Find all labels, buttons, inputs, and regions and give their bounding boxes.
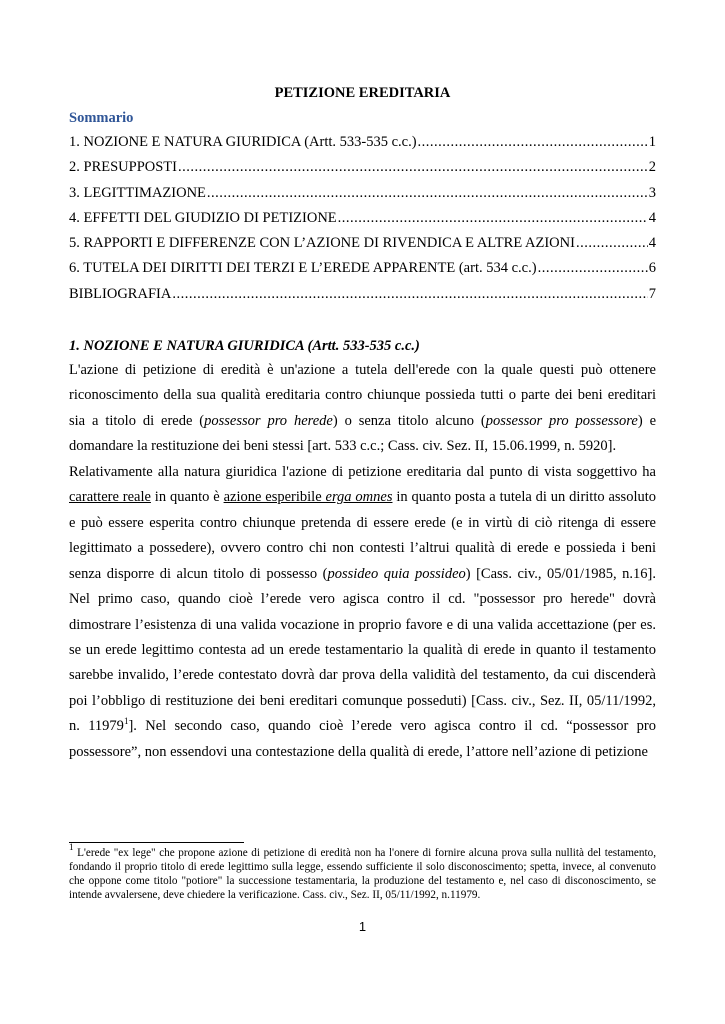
footnote-marker: 1 [69,842,74,852]
text-run: ]. Nel secondo caso, quando cioè l’erede vero agisca contro il cd. “possessor pro possessore”, non essendovi una contestazione della qualità di erede, l’attore nell’azione di petizione [69,718,656,760]
paragraph [69,460,656,765]
toc-entry-page: 3 [648,184,656,201]
text-run: ) [Cass. civ., 05/01/1985, n.16]. Nel primo caso, quando cioè l’erede vero agisca contro il cd. "possessor pro herede" dovrà dimostrare l’esistenza di una valida vocazione in proprio favore e di una valida accettazione (per es. se un erede legittimo contesta ad un erede testamentario la qualità di erede in quanto il testamento sarebbe invalido, l’erede contestato dovrà dar prova della validità del testamento, da cui discenderà poi l’obbligo di restituzione dei beni ereditari comunque posseduti) [Cass. civ., Sez. II, 05/11/1992, n. 11979 [69,565,657,735]
text-run: azione esperibile [223,489,326,506]
toc-entry-label: 6. TUTELA DEI DIRITTI DEI TERZI E L’EREDE APPARENTE (art. 534 c.c.) [69,260,537,277]
page-number: 1 [358,919,367,934]
text-run: Relativamente alla natura giuridica l'azione di petizione ereditaria dal punto di vista soggettivo ha [69,463,656,480]
text-run: ) e domandare la restituzione dei beni stessi [art. 533 c.c.; Cass. civ. Sez. II, 15.06.1999, n. 5920]. [69,412,657,455]
toc-entry-page: 4 [648,235,656,252]
italic-term: erga omnes [325,489,393,506]
toc-leader-dots [178,159,648,176]
paragraph [69,358,656,460]
toc-entry[interactable] [69,159,656,184]
table-of-contents [69,134,656,311]
body-text [69,358,656,765]
toc-entry-label: 1. NOZIONE E NATURA GIURIDICA (Artt. 533-535 c.c.) [69,134,417,150]
footnote [69,842,656,902]
toc-entry-page: 2 [648,159,656,176]
toc-leader-dots [418,134,648,151]
toc-entry[interactable] [69,134,656,159]
toc-entry-label: 4. EFFETTI DEL GIUDIZIO DI PETIZIONE [69,209,337,226]
footnote-text [69,842,656,902]
toc-entry-label: 2. PRESUPPOSTI [69,159,177,176]
document-title: PETIZIONE EREDITARIA [274,85,451,101]
italic-term: possessor pro herede [204,412,333,429]
footnote-separator [69,842,244,843]
toc-entry-label: 5. RAPPORTI E DIFFERENZE CON L’AZIONE DI RIVENDICA E ALTRE AZIONI [69,235,575,252]
italic-term: possessor pro possessore [485,412,638,429]
italic-term: possideo quia possideo [327,565,466,582]
toc-entry[interactable] [69,185,656,210]
toc-entry-page: 7 [648,285,656,302]
text-run: L'azione di petizione di eredità è un'azione a tutela dell'erede con la quale questi può ottenere riconoscimento della sua qualità ereditaria contro chiunque possieda tutti o parte dei beni ereditari sia a titolo di erede ( [69,362,656,429]
text-run: L'erede "ex lege" che propone azione di petizione di eredità non ha l'onere di fornire alcuna prova sulla nullità del testamento, fondando il proprio titolo di erede legittimo sulla legge, essendo sufficiente il solo disconoscimento; spetta, invece, al convenuto che oppone come titolo "potiore" la successione testamentaria, la produzione del testamento e, nel caso di disconoscimento, se intende avvalersene, deve chiedere la verificazione. Cass. civ., Sez. II, 05/11/1992, n.11979. [69,847,656,902]
toc-leader-dots [172,286,647,303]
toc-entry[interactable] [69,235,656,260]
underlined-term [224,489,393,505]
toc-entry[interactable] [69,260,656,285]
text-run: in quanto posta a tutela di un diritto assoluto e può essere esperita contro chiunque pretenda di essere erede (e in virtù di ciò ritenga di essere legittimato a possedere), ovvero contro chi non contesti l’altrui qualità di erede e possieda i beni senza disporre di alcun titolo di possesso ( [69,489,657,582]
toc-leader-dots [538,260,648,277]
footnote-reference[interactable]: 1 [123,716,129,727]
toc-heading: Sommario [69,110,134,126]
toc-entry-page: 1 [648,134,656,150]
toc-entry-page: 6 [648,260,656,277]
toc-entry-label: 3. LEGITTIMAZIONE [69,184,206,201]
toc-leader-dots [207,185,648,202]
toc-entry[interactable] [69,286,656,311]
toc-leader-dots [576,235,648,252]
toc-leader-dots [338,210,648,227]
text-run: in quanto è [150,489,224,506]
toc-entry-label: BIBLIOGRAFIA [69,285,172,302]
section-heading: 1. NOZIONE E NATURA GIURIDICA (Artt. 533-535 c.c.) [69,338,420,354]
text-run: ) o senza titolo alcuno ( [332,412,486,429]
toc-entry-page: 4 [648,209,656,226]
underlined-term: carattere reale [69,489,151,506]
toc-entry[interactable] [69,210,656,235]
